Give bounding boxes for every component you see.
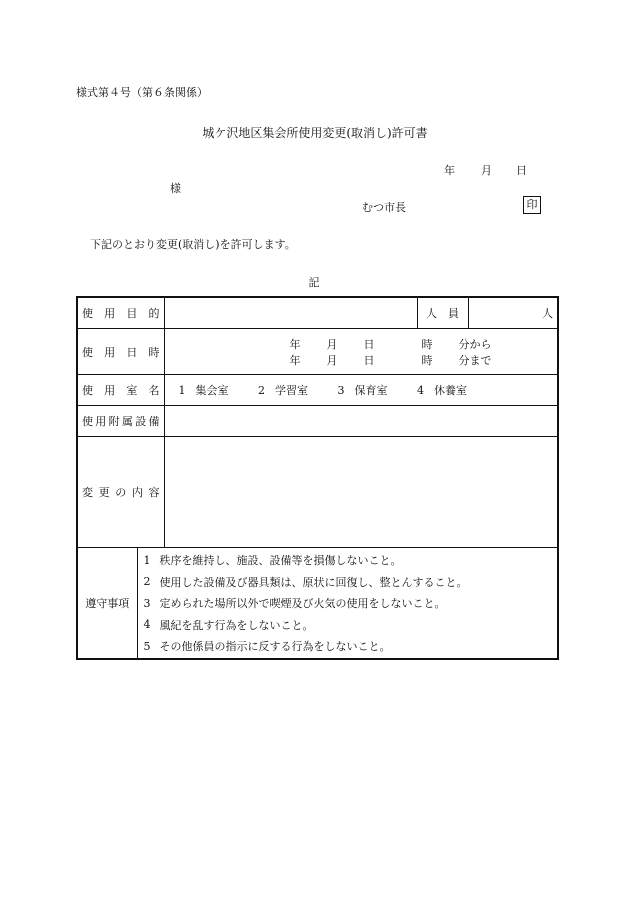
room-option[interactable]	[338, 382, 388, 398]
from-month: 月	[326, 337, 338, 351]
room-option[interactable]	[417, 382, 467, 398]
date-year-label: 年	[444, 164, 455, 177]
room-name: 集会室	[195, 384, 229, 397]
to-month: 月	[326, 353, 338, 367]
rule-item	[144, 549, 554, 571]
rule-item	[144, 635, 554, 657]
people-unit: 人	[542, 307, 553, 320]
seal-mark: 印	[523, 196, 541, 214]
room-num: 2	[258, 384, 265, 397]
rule-num: 4	[143, 618, 151, 631]
room-name: 学習室	[275, 384, 308, 397]
room-row	[77, 375, 558, 406]
change-field[interactable]	[164, 437, 558, 548]
issuer-name: むつ市長	[362, 201, 406, 214]
purpose-field[interactable]	[164, 297, 417, 329]
rules-list	[137, 548, 558, 660]
form-number: 様式第４号（第６条関係）	[76, 86, 208, 99]
datetime-field[interactable]	[164, 329, 558, 375]
room-name: 休養室	[434, 384, 467, 397]
rule-item	[144, 571, 554, 593]
people-label: 人 員	[417, 297, 468, 329]
purpose-row	[77, 297, 558, 329]
from-minute: 分から	[458, 337, 492, 351]
room-num: 3	[337, 384, 345, 397]
rule-text: 風紀を乱す行為をしないこと。	[159, 618, 314, 632]
rule-num: 3	[143, 596, 151, 610]
to-year: 年	[289, 353, 301, 367]
rules-row	[77, 548, 558, 660]
datetime-label: 使 用 日 時	[77, 329, 164, 375]
room-num: 1	[178, 384, 186, 397]
date-month-label: 月	[481, 164, 492, 177]
room-option[interactable]	[179, 382, 229, 398]
rule-num: 1	[143, 553, 151, 567]
room-num: 4	[417, 384, 424, 397]
to-hour: 時	[421, 353, 433, 367]
datetime-line-to	[169, 352, 554, 368]
purpose-label: 使 用 目 的	[77, 297, 164, 329]
page-title: 城ケ沢地区集会所使用変更(取消し)許可書	[202, 126, 428, 140]
room-options	[164, 375, 558, 406]
equipment-field[interactable]	[164, 406, 558, 437]
to-day: 日	[363, 353, 375, 367]
from-hour: 時	[421, 337, 433, 351]
addressee-suffix: 様	[170, 182, 181, 195]
date-day-label: 日	[516, 164, 527, 177]
room-option[interactable]	[258, 382, 308, 398]
rule-num: 5	[143, 639, 151, 653]
from-day: 日	[363, 337, 375, 351]
intro-text: 下記のとおり変更(取消し)を許可します。	[90, 238, 296, 251]
rule-num: 2	[143, 575, 151, 588]
rule-item	[144, 592, 554, 614]
change-label: 変 更 の 内 容	[77, 437, 164, 548]
equipment-label: 使用附属設備	[77, 406, 164, 437]
rule-item	[144, 614, 554, 636]
equipment-row	[77, 406, 558, 437]
change-row	[77, 437, 558, 548]
room-name: 保育室	[354, 384, 388, 397]
people-field[interactable]	[468, 297, 558, 329]
datetime-row	[77, 329, 558, 375]
rule-text: 使用した設備及び器具類は、原状に回復し、整とんすること。	[159, 575, 468, 589]
rule-text: 定められた場所以外で喫煙及び火気の使用をしないこと。	[159, 597, 446, 610]
rule-text: その他係員の指示に反する行為をしないこと。	[159, 640, 391, 653]
rules-label: 遵守事項	[77, 548, 137, 660]
permit-form-table	[76, 296, 559, 660]
rule-text: 秩序を維持し、施設、設備等を損傷しないこと。	[159, 554, 402, 567]
room-label: 使 用 室 名	[77, 375, 164, 406]
ki-heading: 記	[308, 276, 320, 289]
datetime-line-from	[169, 336, 554, 352]
from-year: 年	[289, 337, 301, 351]
to-minute: 分まで	[458, 353, 492, 367]
